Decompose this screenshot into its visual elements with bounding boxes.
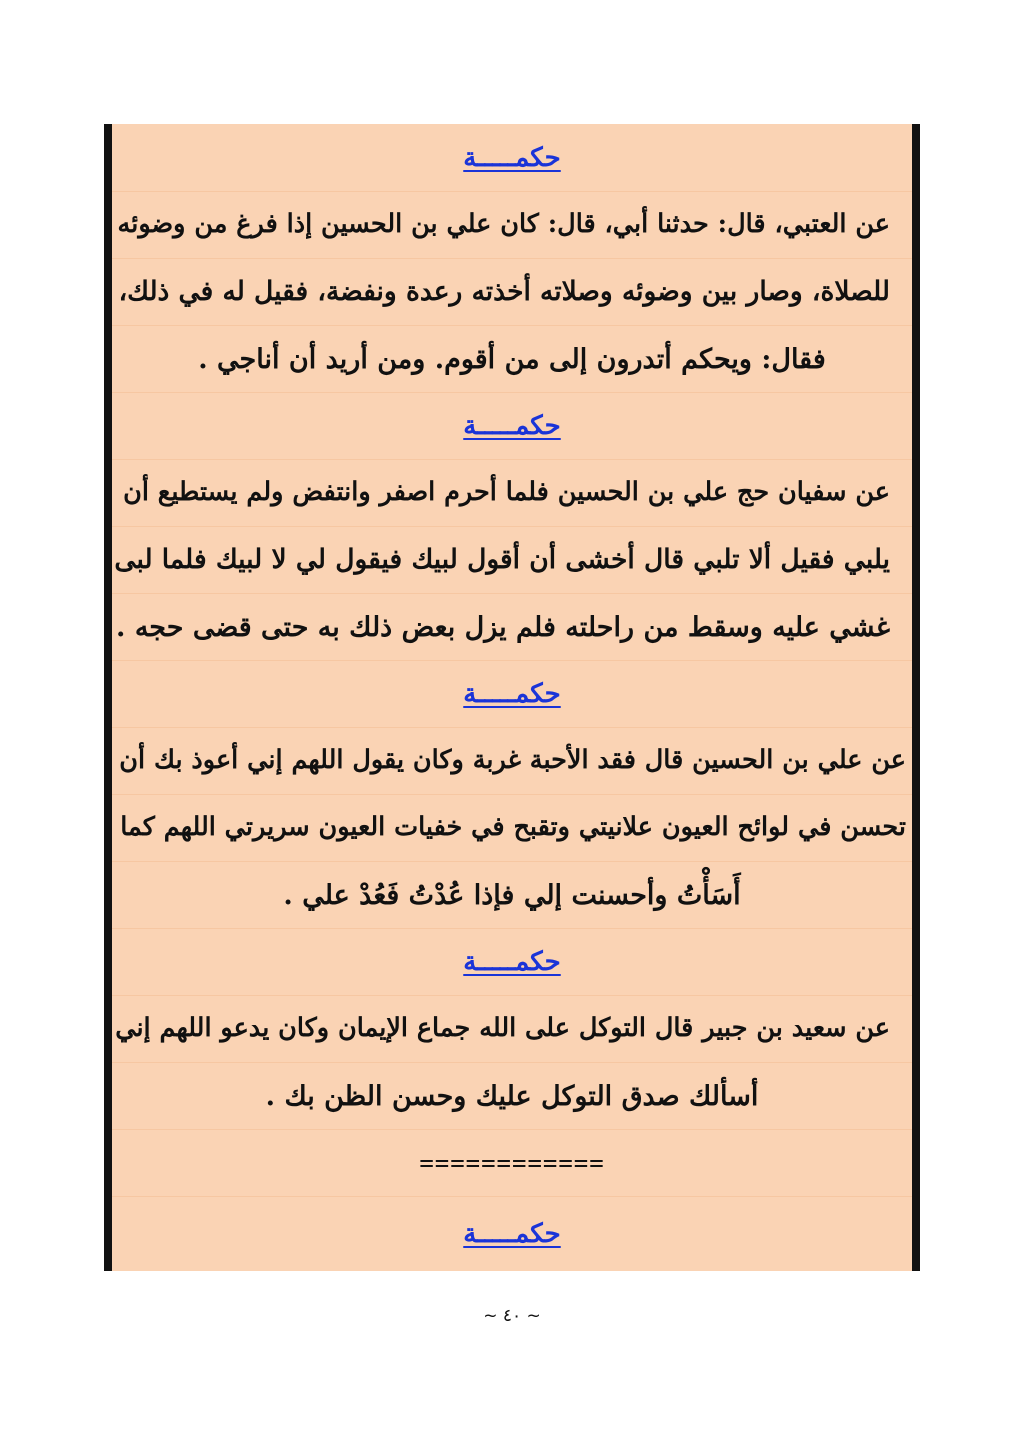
text-line: غشي عليه وسقط من راحلته فلم يزل بعض ذلك به حتى قضى حجه . — [112, 593, 912, 660]
heading-row — [112, 124, 912, 191]
heading-row — [112, 660, 912, 727]
heading-row — [112, 928, 912, 995]
heading-row — [112, 392, 912, 459]
text-line: يلبي فقيل ألا تلبي قال أخشى أن أقول لبيك فيقول لي لا لبيك فلما لبى — [112, 526, 912, 593]
text-line: عن علي بن الحسين قال فقد الأحبة غربة وكان يقول اللهم إني أعوذ بك أن — [112, 727, 912, 794]
text-line: عن سفيان حج علي بن الحسين فلما أحرم اصفر وانتفض ولم يستطيع أن — [112, 459, 912, 526]
text-line: للصلاة، وصار بين وضوئه وصلاته أخذته رعدة ونفضة، فقيل له في ذلك، — [112, 258, 912, 325]
heading-link[interactable]: حكمـــــة — [463, 947, 561, 977]
text-line: أَسَأْتُ وأحسنت إلي فإذا عُدْتُ فَعُدْ علي . — [112, 861, 912, 928]
text-line: عن العتبي، قال: حدثنا أبي، قال: كان علي بن الحسين إذا فرغ من وضوئه — [112, 191, 912, 258]
separator-row — [112, 1129, 912, 1196]
heading-link[interactable]: حكمـــــة — [463, 142, 561, 173]
separator-line: ============ — [419, 1149, 605, 1177]
page-frame — [104, 124, 920, 1271]
heading-link[interactable]: حكمـــــة — [463, 411, 561, 441]
heading-link[interactable]: حكمـــــة — [463, 679, 561, 709]
text-line: فقال: ويحكم أتدرون إلى من أقوم. ومن أريد أن أناجي . — [112, 325, 912, 392]
text-line: عن سعيد بن جبير قال التوكل على الله جماع الإيمان وكان يدعو اللهم إني — [112, 995, 912, 1062]
text-line: أسألك صدق التوكل عليك وحسن الظن بك . — [112, 1062, 912, 1129]
heading-row — [112, 1196, 912, 1271]
heading-link[interactable]: حكمـــــة — [463, 1219, 561, 1249]
page-number: ~ ٤٠ ~ — [483, 1306, 541, 1326]
text-line: تحسن في لوائح العيون علانيتي وتقبح في خفيات العيون سريرتي اللهم كما — [112, 794, 912, 861]
